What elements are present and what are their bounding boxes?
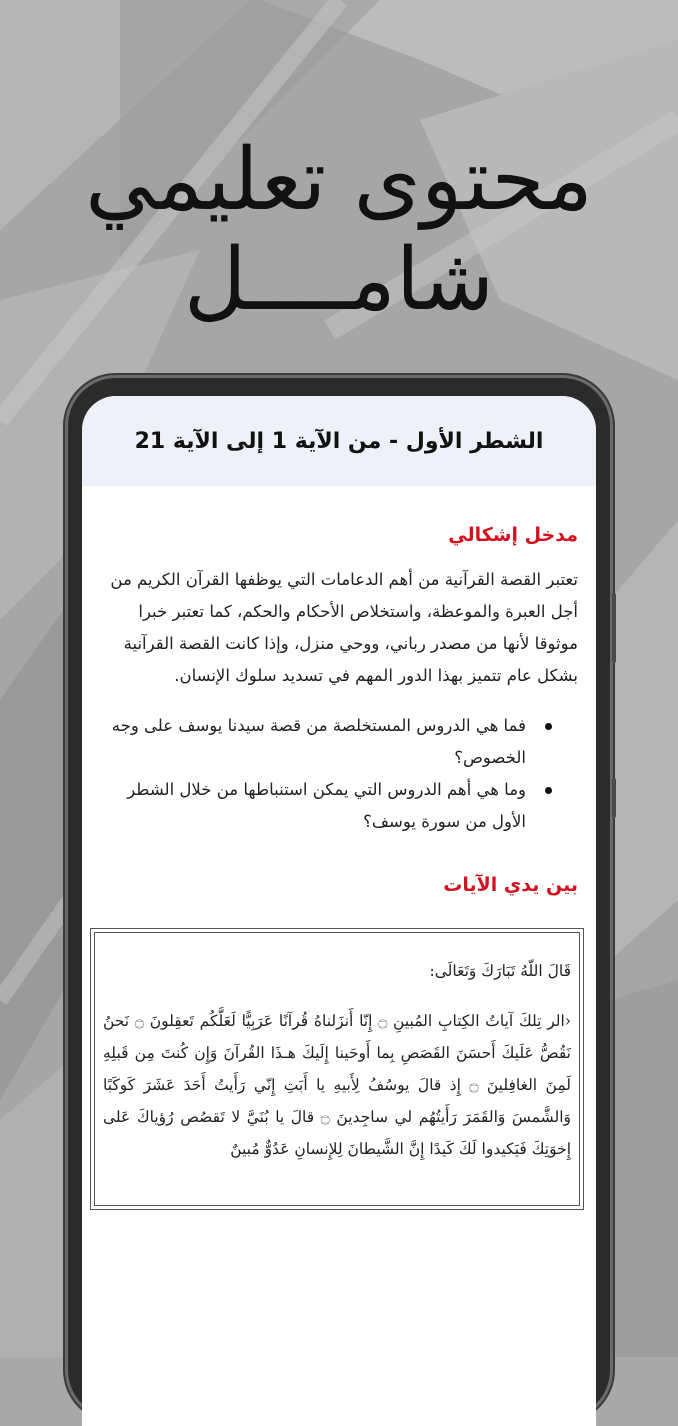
lesson-title: الشطر الأول - من الآية 1 إلى الآية 21 [134, 428, 544, 454]
intro-paragraph: تعتبر القصة القرآنية من أهم الدعامات التي يوظفها القرآن الكريم من أجل العبرة والموعظة، واستخلاص الأحكام والحكم، كما تعتبر خبرا موثوقا لأنها من مصدر رباني، ووحي منزل، وإذا كانت القصة القرآنية بشكل عام تتميز بهذا الدور المهم في تسديد سلوك الإنسان. [110, 570, 578, 685]
app-screen[interactable] [82, 396, 596, 1426]
section-title-verses: بين يدي الآيات [443, 874, 578, 896]
promo-title-line1: محتوى تعليمي [85, 130, 593, 230]
list-item [92, 774, 552, 838]
question-text: وما هي أهم الدروس التي يمكن استنباطها من خلال الشطر الأول من سورة يوسف؟ [127, 780, 526, 831]
bullet-icon [545, 787, 552, 794]
bullet-icon [545, 723, 552, 730]
lesson-content[interactable] [82, 524, 596, 1210]
list-item [92, 710, 552, 774]
promo-title [0, 130, 678, 330]
section-title-intro: مدخل إشكالي [448, 524, 578, 546]
verses-intro: قَالَ اللّهُ تَبَارَكَ وَتَعَالَى: [429, 962, 571, 980]
verses-box [90, 928, 584, 1210]
question-list [92, 710, 578, 838]
question-text: فما هي الدروس المستخلصة من قصة سيدنا يوسف على وجه الخصوص؟ [111, 716, 526, 767]
promo-title-line2: شامــــل [183, 230, 495, 330]
phone-volume-button [612, 593, 616, 663]
app-header [82, 396, 596, 486]
verses-text: ‹الر تِلكَ آياتُ الكِتابِ المُبينِ ۝ إِنّا أَنزَلناهُ قُرآنًا عَرَبِيًّا لَعَلَّكُم تَعقِلونَ ۝ نَحنُ نَقُصُّ عَلَيكَ أَحسَنَ القَصَصِ بِما أَوحَينا إِلَيكَ هـذَا القُرآنَ وَإِن كُنتَ مِن قَبلِهِ لَمِنَ الغافِلينَ ۝ إِذ قالَ يوسُفُ لِأَبيهِ يا أَبَتِ إِنّي رَأَيتُ أَحَدَ عَشَرَ كَوكَبًا وَالشَّمسَ وَالقَمَرَ رَأَيتُهُم لي ساجِدينَ ۝ قالَ يا بُنَيَّ لا تَقصُص رُؤياكَ عَلى إِخوَتِكَ فَيَكيدوا لَكَ كَيدًا إِنَّ الشَّيطانَ لِلإِنسانِ عَدُوٌّ مُبينٌ [103, 1012, 571, 1158]
phone-frame [68, 378, 610, 1418]
phone-power-button [612, 778, 616, 818]
verses-inner [94, 932, 580, 1206]
